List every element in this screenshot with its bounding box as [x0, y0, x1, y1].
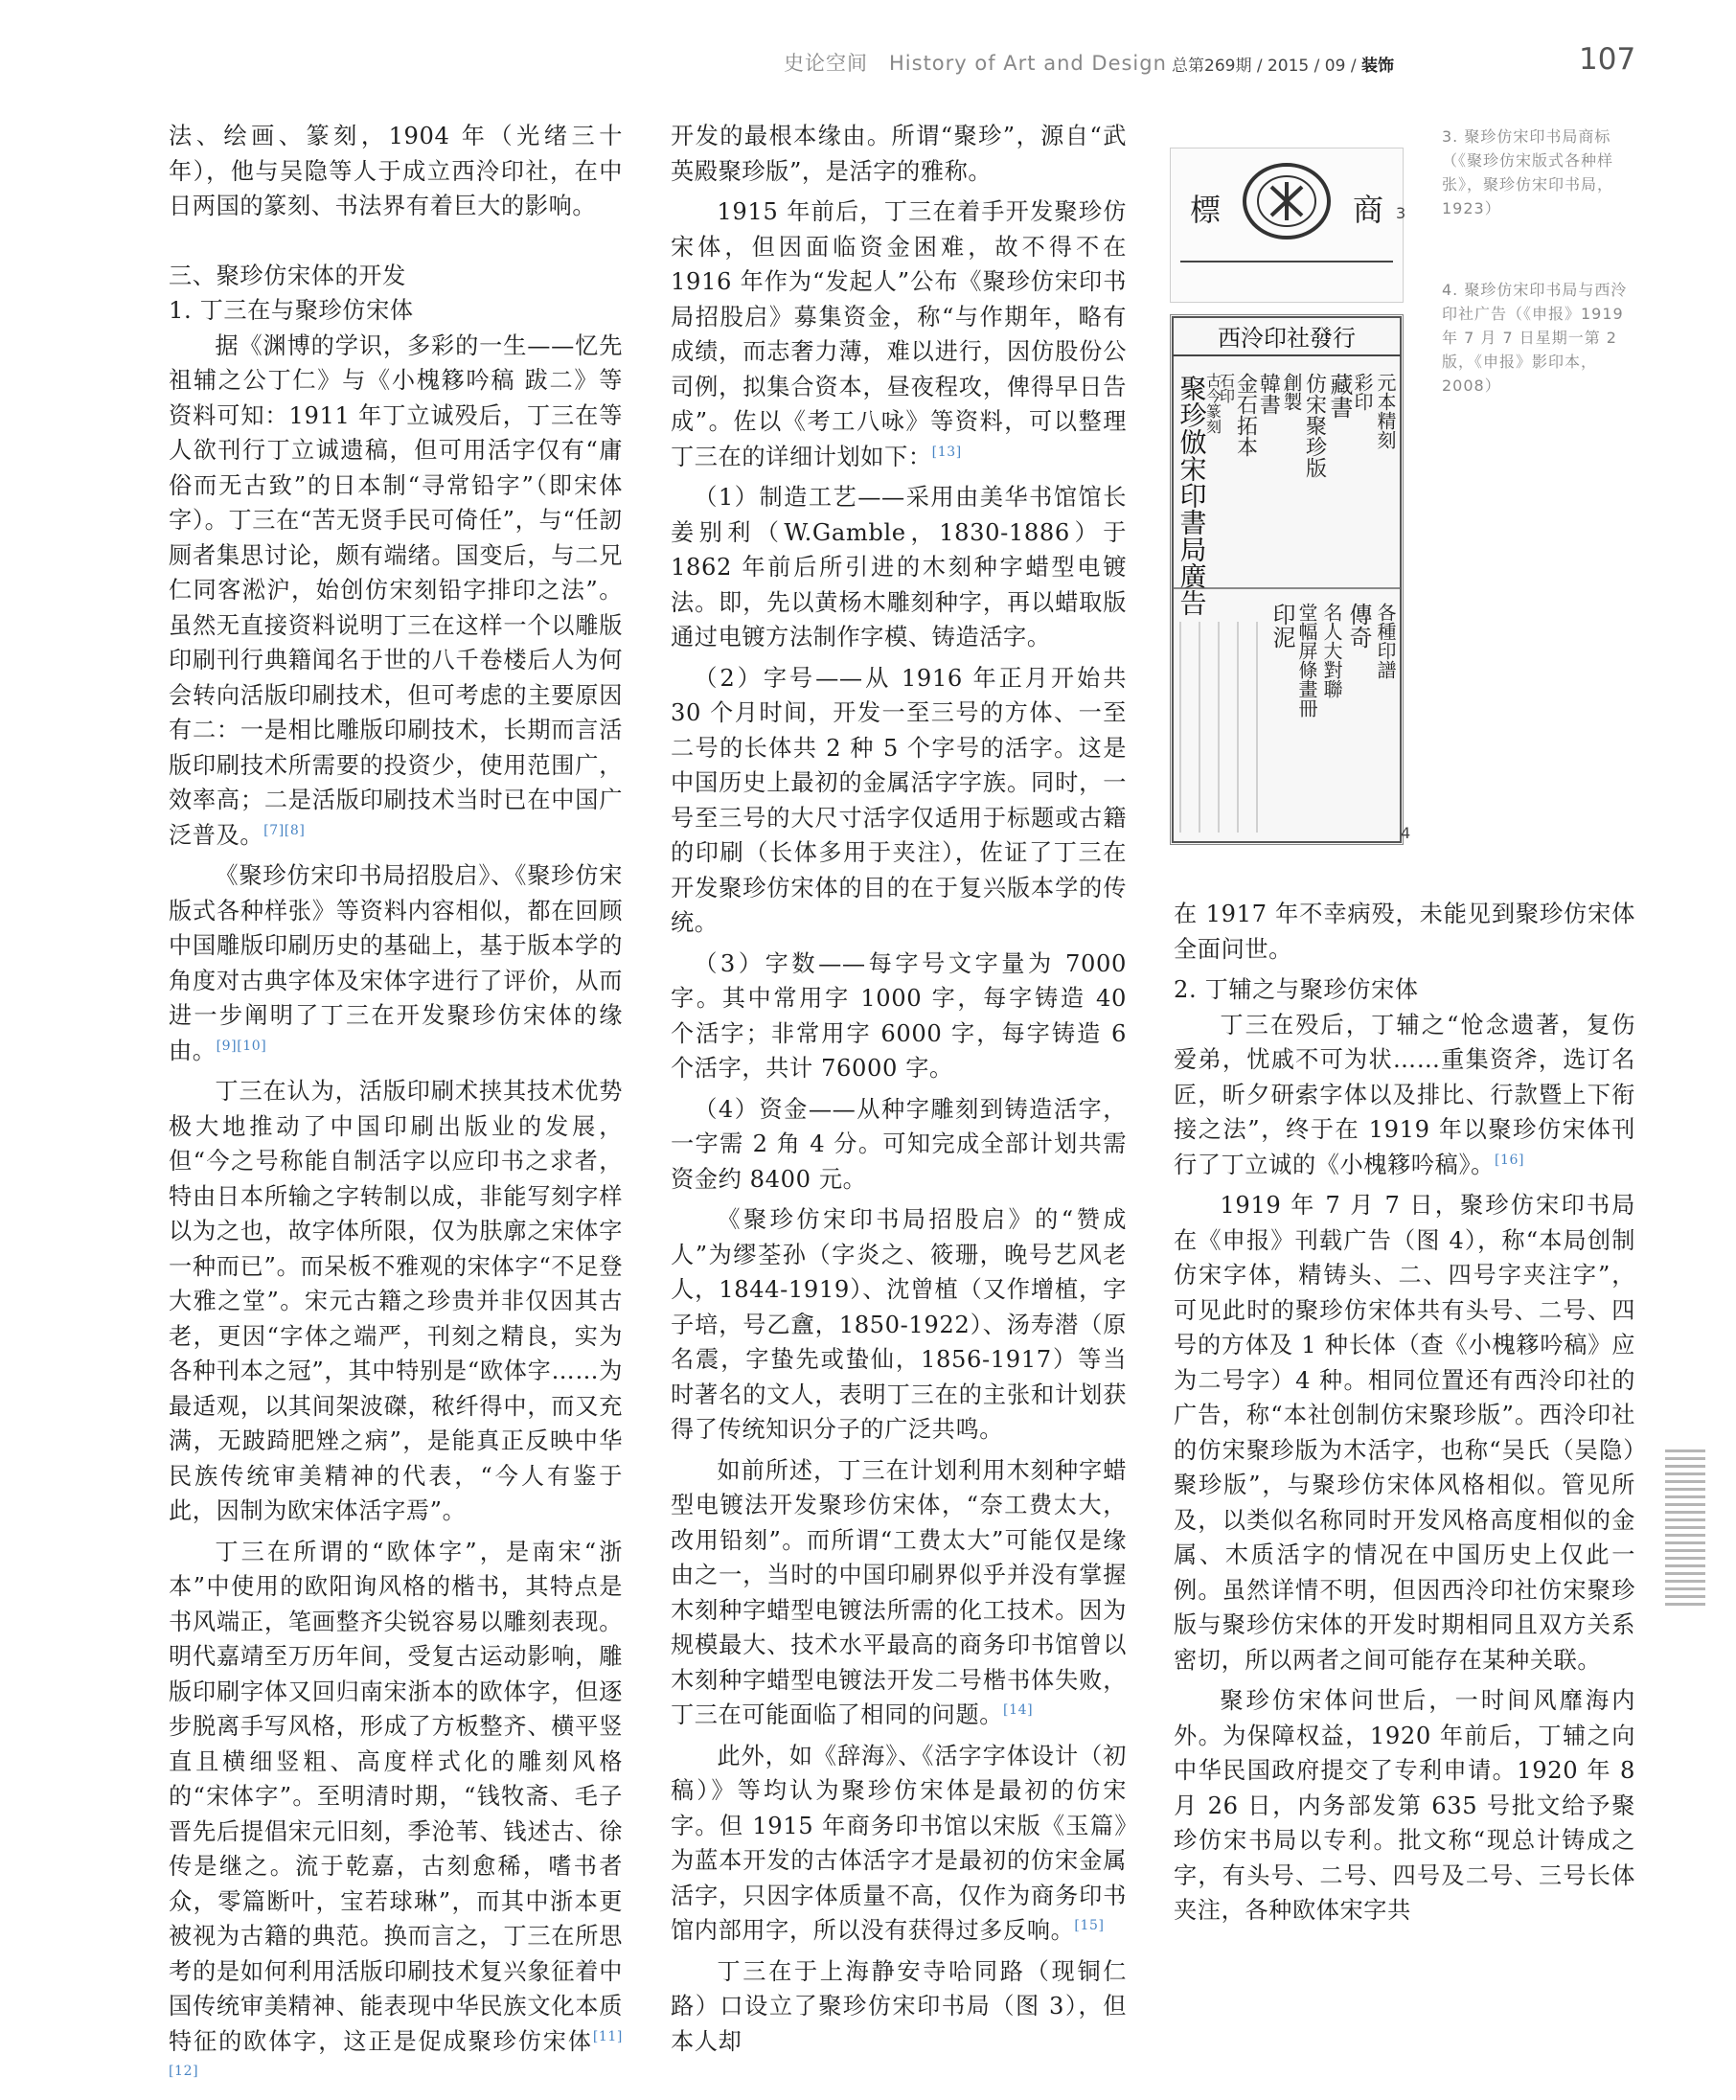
list-item: （1）制造工艺——采用由美华书馆馆长姜别利（W.Gamble，1830-1886）于 1862 年前后所引进的木刻种字蜡型电镀法。即，先以黄杨木雕刻种字，再以蜡取版通过电镀方法制作字模、铸造活字。 [671, 484, 1127, 651]
ref-10[interactable]: [10] [237, 1038, 267, 1054]
page-edge-marker [1665, 1449, 1705, 1610]
paragraph-text: 据《渊博的学识，多彩的一生——忆先祖辅之公丁仁》与《小槐簃吟稿 跋二》等资料可知：1911 年丁立诚殁后，丁三在等人欲刊行丁立诚遗稿，但可用活字仅有“庸俗而无古致”的日本制“寻常铅字”（即宋体字）。丁三在“苦无贤手民可倚任”，与“任訒厕者集思讨论，颇有端绪。国变后，与二兄仁同客淞沪，始创仿宋刻铅字排印之法”。虽然无直接资料说明丁三在这样一个以雕版印刷刊行典籍闻名于世的八千卷楼后人为何会转向活版印刷技术，但可考虑的主要原因有二：一是相比雕版印刷技术，长期而言活版印刷技术所需要的投资少，使用范围广，效率高；二是活版印刷技术当时已在中国广泛普及。 [169, 331, 623, 849]
list-item: （2）字号——从 1916 年正月开始共 30 个月时间，开发一至三号的方体、一至二号的长体共 2 种 5 个字号的活字。这是中国历史上最初的金属活字字族。同时，一号至三号的大尺寸活字仅适用于标题或古籍的印刷（长体多用于夹注），佐证了丁三在开发聚珍仿宋体的目的在于复兴版本学的传统。 [671, 664, 1127, 936]
paragraph [671, 194, 1127, 474]
paragraph: 法、绘画、篆刻，1904 年（光绪三十年），他与吴隐等人于成立西泠印社，在中日两国的篆刻、书法界有着巨大的影响。 [169, 123, 623, 219]
ad-col: 金石拓本 [1233, 373, 1258, 457]
section-heading: 三、聚珍仿宋体的开发 [169, 262, 406, 289]
figure-4-label: 4 [1401, 824, 1411, 842]
trademark-image [1170, 148, 1404, 303]
ad-col: 藏書 [1326, 373, 1353, 419]
ref-15[interactable]: [15] [1074, 1917, 1105, 1933]
trademark-char-left: 標 [1190, 192, 1222, 228]
paragraph [671, 1739, 1127, 1949]
issue-prefix: 总第269期 / 2015 / 09 / [1172, 57, 1361, 76]
ref-16[interactable]: [16] [1494, 1152, 1525, 1168]
paragraph: 在 1917 年不幸病殁，未能见到聚珍仿宋体全面问世。 [1174, 901, 1635, 963]
ref-11[interactable]: [11] [592, 2028, 623, 2044]
ad-col: 彩印 [1351, 373, 1374, 411]
paragraph-text: 此外，如《辞海》、《活字字体设计（初稿）》等均认为聚珍仿宋体是最初的仿宋字。但 1915 年商务印书馆以宋版《玉篇》为蓝本开发的古体活字才是最初的仿宋金属活字，只因字体质量不高，仅作为商务印书馆内部用字，所以没有获得过多反响。 [671, 1742, 1127, 1944]
page-number: 107 [1579, 42, 1636, 77]
ad-title: 聚珍倣宋印書局廣告 [1176, 375, 1208, 616]
ad-col: 創製 [1280, 373, 1303, 411]
ad-col: 各種印譜 [1374, 603, 1397, 679]
paragraph [1174, 1008, 1635, 1183]
paragraph: 开发的最根本缘由。所谓“聚珍”，源自“武英殿聚珍版”，是活字的雅称。 [671, 123, 1127, 185]
paragraph: 1919 年 7 月 7 日，聚珍仿宋印书局在《申报》刊载广告（图 4），称“本局创制仿宋字体，精铸头、二、四号字夹注字”，可见此时的聚珍仿宋体共有头号、二号、四号的方体及 1 种长体（查《小槐簃吟稿》应为二号字）4 种。相同位置还有西泠印社的广告，称“本社创制仿宋聚珍版”。西泠印社的仿宋聚珍版为木活字，也称“吴氏（吴隐）聚珍版”，与聚珍仿宋体风格相似。管见所及，以类似名称同时开发风格高度相似的金属、木质活字的情况在中国历史上仅此一例。虽然详情不明，但因西泠印社仿宋聚珍版与聚珍仿宋体的开发时期相同且双方关系密切，所以两者之间可能存在某种关联。 [1174, 1192, 1635, 1674]
paragraph-text: 《聚珍仿宋印书局招股启》、《聚珍仿宋版式各种样张》等资料内容相似，都在回顾中国雕版印刷历史的基础上，基于版本学的角度对古典字体及宋体字进行了评价，从而进一步阐明了丁三在开发聚珍仿宋体的缘由。 [169, 862, 623, 1064]
figure-3-caption: 3. 聚珍仿宋印书局商标（《聚珍仿宋版式各种样张》，聚珍仿宋印书局，1923） [1442, 127, 1614, 217]
paragraph [671, 1453, 1127, 1733]
ref-12[interactable]: [12] [169, 2063, 199, 2079]
column-2 [671, 119, 1127, 2065]
paragraph-text: 丁三在所谓的“欧体字”，是南宋“浙本”中使用的欧阳询风格的楷书，其特点是书风端正，笔画整齐尖锐容易以雕刻表现。明代嘉靖至万历年间，受复古运动影响，雕版印刷字体又回归南宋浙本的欧体字，但逐步脱离手写风格，形成了方板整齐、横平竖直且横细竖粗、高度样式化的雕刻风格的“宋体字”。至明清时期，“钱牧斋、毛子晋先后提倡宋元旧刻，季沧苇、钱述古、徐传是继之。流于乾嘉，古刻愈稀，嗜书者众，零篇断叶，宝若球琳”，而其中浙本更被视为古籍的典范。换而言之，丁三在所思考的是如何利用活版印刷技术复兴象征着中国传统审美精神、能表现中华民族文化本质特征的欧体字，这正是促成聚珍仿宋体 [169, 1538, 623, 2055]
ref-13[interactable]: [13] [931, 444, 962, 460]
running-header [0, 0, 1736, 105]
paragraph: 《聚珍仿宋印书局招股启》的“赞成人”为缪荃孙（字炎之、筱珊，晚号艺风老人，1844-1919）、沈曾植（又作增植，字子培，号乙盦，1850-1922）、汤寿潜（原名震，字蛰先或蛰仙，1856-1917）等当时著名的文人，表明丁三在的主张和计划获得了传统知识分子的广泛共鸣。 [671, 1206, 1127, 1443]
ad-col: 名人大對聯 [1320, 603, 1343, 698]
paragraph-text: 1915 年前后，丁三在着手开发聚珍仿宋体，但因面临资金困难，故不得不在 1916 年作为“发起人”公布《聚珍仿宋印书局招股启》募集资金，称“与作期年，略有成绩，而志奢力薄，难以进行，因仿股份公司例，拟集合资本，昼夜程攻，俾得早日告成”。佐以《考工八咏》等资料，可以整理丁三在的详细计划如下： [671, 198, 1127, 470]
list-item: （4）资金——从种字雕刻到铸造活字，一字需 2 角 4 分。可知完成全部计划共需资金约 8400 元。 [671, 1095, 1127, 1193]
ref-8[interactable]: [8] [284, 822, 306, 838]
ad-col: 古今篆刻 [1203, 373, 1222, 434]
paragraph [169, 329, 623, 854]
newspaper-ad-image [1170, 314, 1404, 845]
column-3 [1174, 897, 1635, 1934]
subsection-heading: 1. 丁三在与聚珍仿宋体 [169, 297, 414, 324]
paragraph: 丁三在认为，活版印刷术挟其技术优势极大地推动了中国印刷出版业的发展，但“今之号称能自制活字以应印书之求者，特由日本所输之字转制以成，非能写刻字样以为之也，故字体所限，仅为肤廓之宋体字一种而已”。而呆板不雅观的宋体字“不足登大雅之堂”。宋元古籍之珍贵并非仅因其古老，更因“字体之端严，刊刻之精良，实为各种刊本之冠”，其中特别是“欧体字……为最适观，以其间架波磔，秾纤得中，而又充满，无跛踦肥矬之病”，是能真正反映中华民族传统审美精神的代表，“今人有鉴于此，因制为欧宋体活字焉”。 [169, 1078, 623, 1524]
section-title: 史论空间 History of Art and Design [784, 52, 1167, 75]
figure-3-label: 3 [1396, 204, 1406, 222]
figure-4-caption: 4. 聚珍仿宋印书局与西泠印社广告（《申报》1919 年 7 月 7 日星期一第 2 版，《申报》影印本，2008） [1442, 281, 1628, 395]
figure-ad [1168, 119, 1405, 845]
journal-name: 装饰 [1360, 57, 1394, 76]
trademark-char-right: 商 [1353, 192, 1384, 228]
ad-banner: 西泠印社發行 [1218, 325, 1356, 352]
ad-col: 元本精刻 [1374, 373, 1397, 449]
column-1 [169, 119, 623, 2100]
paragraph: 丁三在于上海静安寺哈同路（现铜仁路）口设立了聚珍仿宋印书局（图 3），但本人却 [671, 1957, 1127, 2055]
paragraph-text: 如前所述，丁三在计划利用木刻种字蜡型电镀法开发聚珍仿宋体，“奈工费太大，改用铅刻”。而所谓“工费太大”可能仅是缘由之一，当时的中国印刷界似乎并没有掌握木刻种字蜡型电镀法所需的化工技术。因为规模最大、技术水平最高的商务印书馆曾以木刻种字蜡型电镀法开发二号楷书体失败，丁三在可能面临了相同的问题。 [671, 1456, 1127, 1728]
ad-col: 堂幅屏條畫冊 [1295, 603, 1318, 718]
issue-info [1172, 52, 1394, 76]
subsection-heading: 2. 丁辅之与聚珍仿宋体 [1174, 976, 1419, 1003]
list-item: （3）字数——每字号文字量为 7000 字。其中常用字 1000 字，每字铸造 40 个活字；非常用字 6000 字，每字铸造 6 个活字，共计 76000 字。 [671, 949, 1127, 1082]
paragraph [169, 1535, 623, 2094]
paragraph: 聚珍仿宋体问世后，一时间风靡海内外。为保障权益，1920 年前后，丁辅之向中华民国政府提交了专利申请。1920 年 8 月 26 日，内务部发第 635 号批文给予聚珍仿宋书局以专利。批文称“现总计铸成之字，有头号、二号、四号及二号、三号长体夹注，各种欧体宋字共 [1174, 1687, 1635, 1924]
ad-col: 石印 [1217, 373, 1236, 403]
ad-col: 仿宋聚珍版 [1302, 373, 1327, 478]
ad-col: 傳奇 [1345, 603, 1372, 649]
ref-9[interactable]: [9] [216, 1038, 238, 1054]
ref-14[interactable]: [14] [1003, 1701, 1034, 1718]
ref-7[interactable]: [7] [263, 822, 285, 838]
paragraph-text: 丁三在殁后，丁辅之“怆念遗著，复伤爱弟，忧戚不可为状……重集资斧，选订名匠，昕夕研索字体以及排比、行款暨上下衔接之法”，终于在 1919 年以聚珍仿宋体刊行了丁立诚的《小槐簃吟稿》。 [1174, 1011, 1635, 1178]
paragraph [169, 858, 623, 1068]
ad-col: 韓書 [1256, 373, 1281, 415]
ad-col: 印泥 [1268, 603, 1295, 649]
